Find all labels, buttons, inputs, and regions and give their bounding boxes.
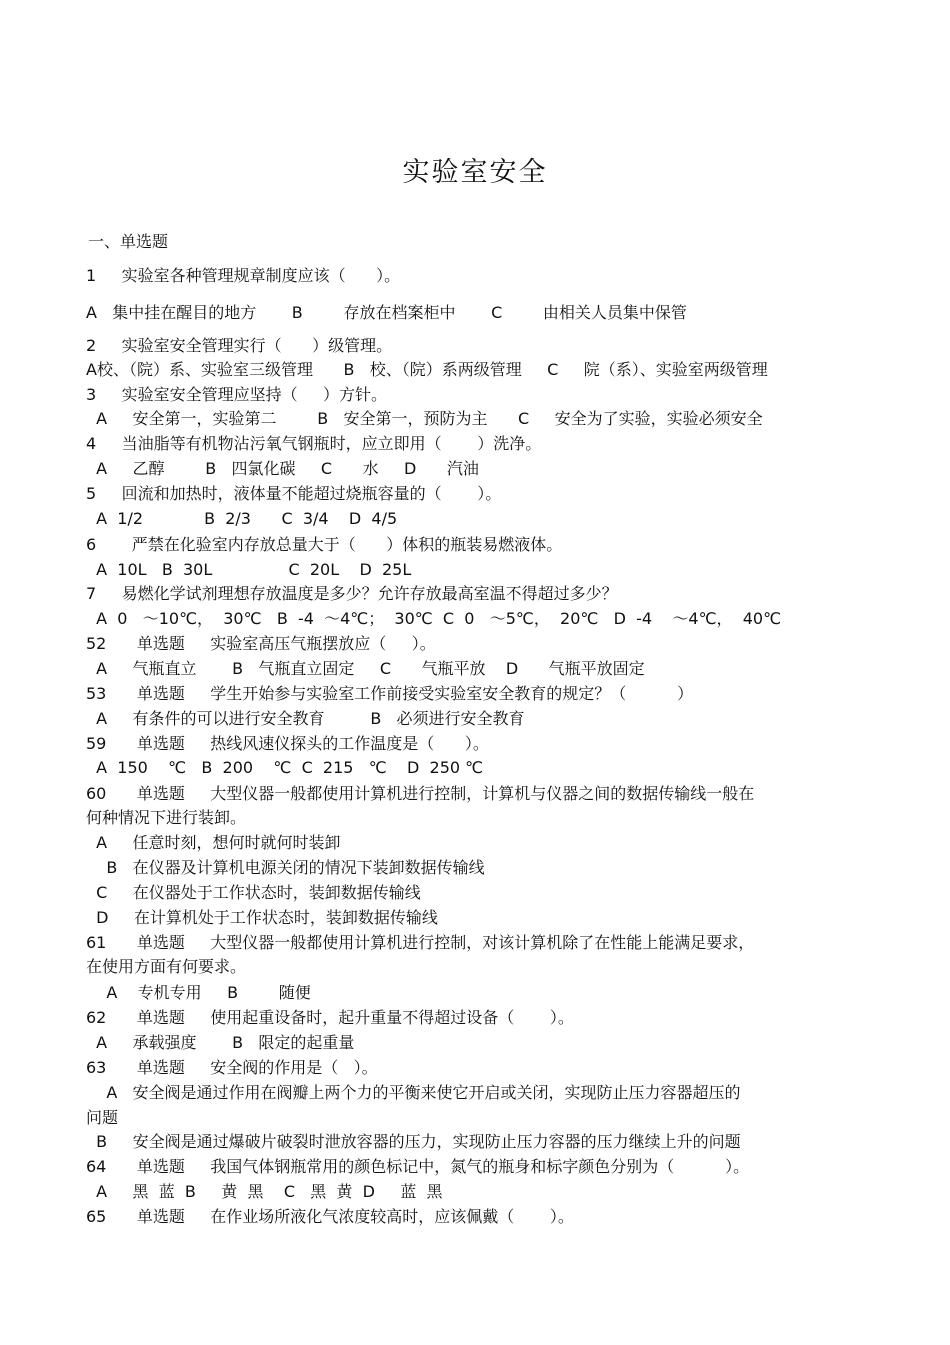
text-line: A 150 ℃ B 200 ℃ C 215 ℃ D 250 ℃ [86, 758, 484, 777]
text-line: 4 当油脂等有机物沾污氧气钢瓶时，应立即用（ ）洗净。 [86, 434, 542, 453]
text-line: A 黑 蓝 B 黄 黑 C 黑 黄 D 蓝 黑 [86, 1182, 443, 1201]
text-line: 60 单选题 大型仪器一般都使用计算机进行控制，计算机与仪器之间的数据传输线一般在 [86, 784, 755, 803]
text-line: 7 易燃化学试剂理想存放温度是多少？允许存放最高室温不得超过多少？ [86, 584, 618, 603]
text-line: 5 回流和加热时，液体量不能超过烧瓶容量的（ ）。 [86, 484, 502, 503]
text-line: A 集中挂在醒目的地方 B 存放在档案柜中 C 由相关人员集中保管 [86, 303, 687, 322]
text-line: 在使用方面有何要求。 [86, 957, 247, 976]
text-line: A 0 ～10℃， 30℃ B -4 ～4℃； 30℃ C 0 ～5℃， 20℃ D -4 ～4℃， 40℃ [86, 609, 782, 628]
text-line: A 承载强度 B 限定的起重量 [86, 1033, 355, 1052]
text-line: A 安全阀是通过作用在阀瓣上两个力的平衡来使它开启或关闭，实现防止压力容器超压的 [86, 1083, 741, 1102]
page-title: 实验室安全 [402, 157, 548, 188]
text-line: 6 严禁在化验室内存放总量大于（ ）体积的瓶装易燃液体。 [86, 535, 563, 554]
text-line: 1 实验室各种管理规章制度应该（ ）。 [86, 266, 401, 285]
text-line: 问题 [86, 1108, 119, 1127]
text-line: B 在仪器及计算机电源关闭的情况下装卸数据传输线 [86, 858, 485, 877]
text-line: 2 实验室安全管理实行（ ）级管理。 [86, 336, 393, 355]
text-line: D 在计算机处于工作状态时，装卸数据传输线 [86, 908, 438, 927]
text-line: C 在仪器处于工作状态时，装卸数据传输线 [86, 883, 421, 902]
text-line: 61 单选题 大型仪器一般都使用计算机进行控制，对该计算机除了在性能上能满足要求， [86, 933, 755, 952]
text-line: 65 单选题 在作业场所液化气浓度较高时，应该佩戴（ ）。 [86, 1207, 574, 1226]
text-line: 何种情况下进行装卸。 [86, 808, 247, 827]
text-line: A 专机专用 B 随便 [86, 983, 311, 1002]
text-line: A 10L B 30L C 20L D 25L [86, 560, 412, 579]
text-line: 52 单选题 实验室高压气瓶摆放应（ ）。 [86, 634, 436, 653]
text-line: 62 单选题 使用起重设备时，起升重量不得超过设备（ ）。 [86, 1008, 574, 1027]
section-heading: 一、单选题 [88, 232, 169, 251]
text-line: B 安全阀是通过爆破片破裂时泄放容器的压力，实现防止压力容器的压力继续上升的问题 [86, 1132, 741, 1151]
text-line: 64 单选题 我国气体钢瓶常用的颜色标记中，氮气的瓶身和标字颜色分别为（ ）。 [86, 1157, 750, 1176]
text-line: 53 单选题 学生开始参与实验室工作前接受实验室安全教育的规定？（ ） [86, 684, 694, 703]
text-line: A 乙醇 B 四氯化碳 C 水 D 汽油 [86, 459, 479, 478]
text-line: A 安全第一，实验第二 B 安全第一，预防为主 C 安全为了实验，实验必须安全 [86, 409, 763, 428]
text-line: A校、（院）系、实验室三级管理 B 校、（院）系两级管理 C 院（系）、实验室两级管理 [86, 360, 768, 379]
text-line: A 气瓶直立 B 气瓶直立固定 C 气瓶平放 D 气瓶平放固定 [86, 659, 645, 678]
text-line: A 1/2 B 2/3 C 3/4 D 4/5 [86, 509, 398, 528]
text-line: 59 单选题 热线风速仪探头的工作温度是（ ）。 [86, 734, 489, 753]
text-line: 3 实验室安全管理应坚持（ ）方针。 [86, 385, 388, 404]
text-line: 63 单选题 安全阀的作用是（ ）。 [86, 1058, 378, 1077]
text-line: A 任意时刻，想何时就何时装卸 [86, 833, 341, 852]
text-line: A 有条件的可以进行安全教育 B 必须进行安全教育 [86, 709, 525, 728]
